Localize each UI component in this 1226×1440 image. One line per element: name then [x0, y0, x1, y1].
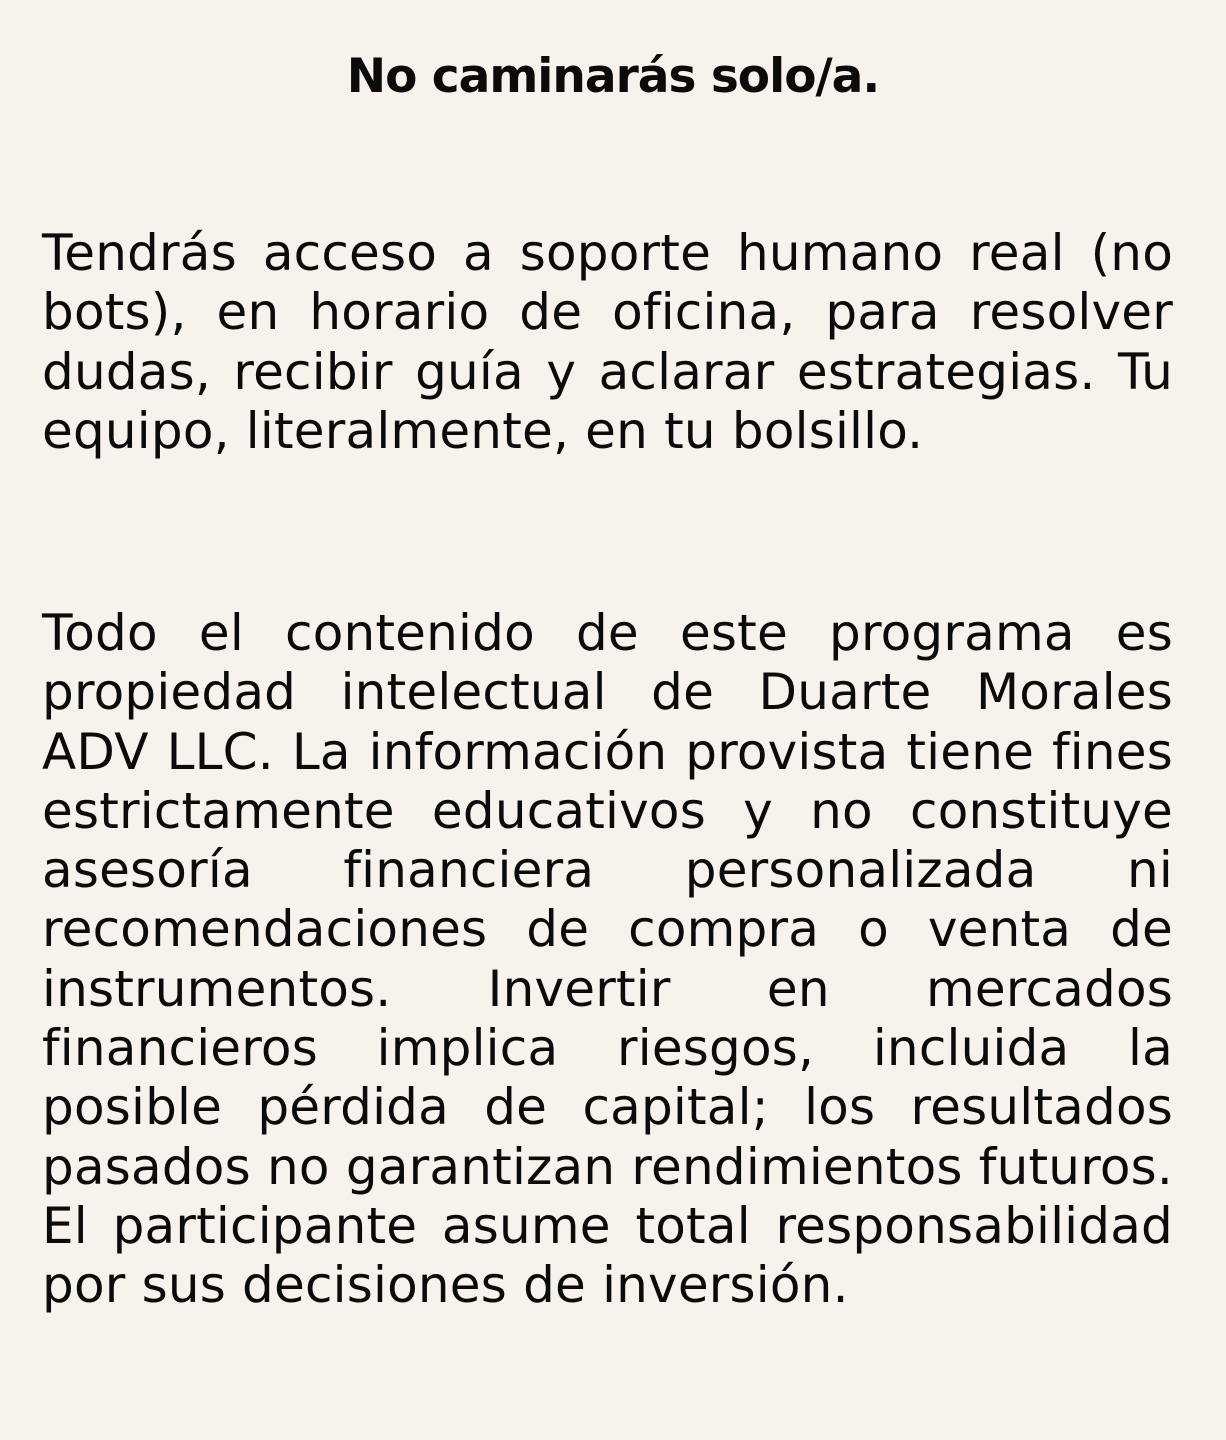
page-title: No caminarás solo/a.: [346, 49, 880, 104]
support-paragraph: Tendrás acceso a soporte humano real (no bots), en horario de oficina, para resolver dudas, recibir guía y aclarar estrategias. Tu equipo, literalmente, en tu bolsillo.: [42, 224, 1173, 460]
legal-disclaimer-paragraph: Todo el contenido de este programa es propiedad intelectual de Duarte Morales ADV LLC. La información provista tiene fines estrictamente educativos y no constituye asesoría financiera personalizada ni recomendaciones de compra o venta de instrumentos. Invertir en mercados financieros implica riesgos, incluida la posible pérdida de capital; los resultados pasados no garantizan rendimientos futuros. El participante asume total responsabilidad por sus decisiones de inversión.: [42, 604, 1173, 1315]
